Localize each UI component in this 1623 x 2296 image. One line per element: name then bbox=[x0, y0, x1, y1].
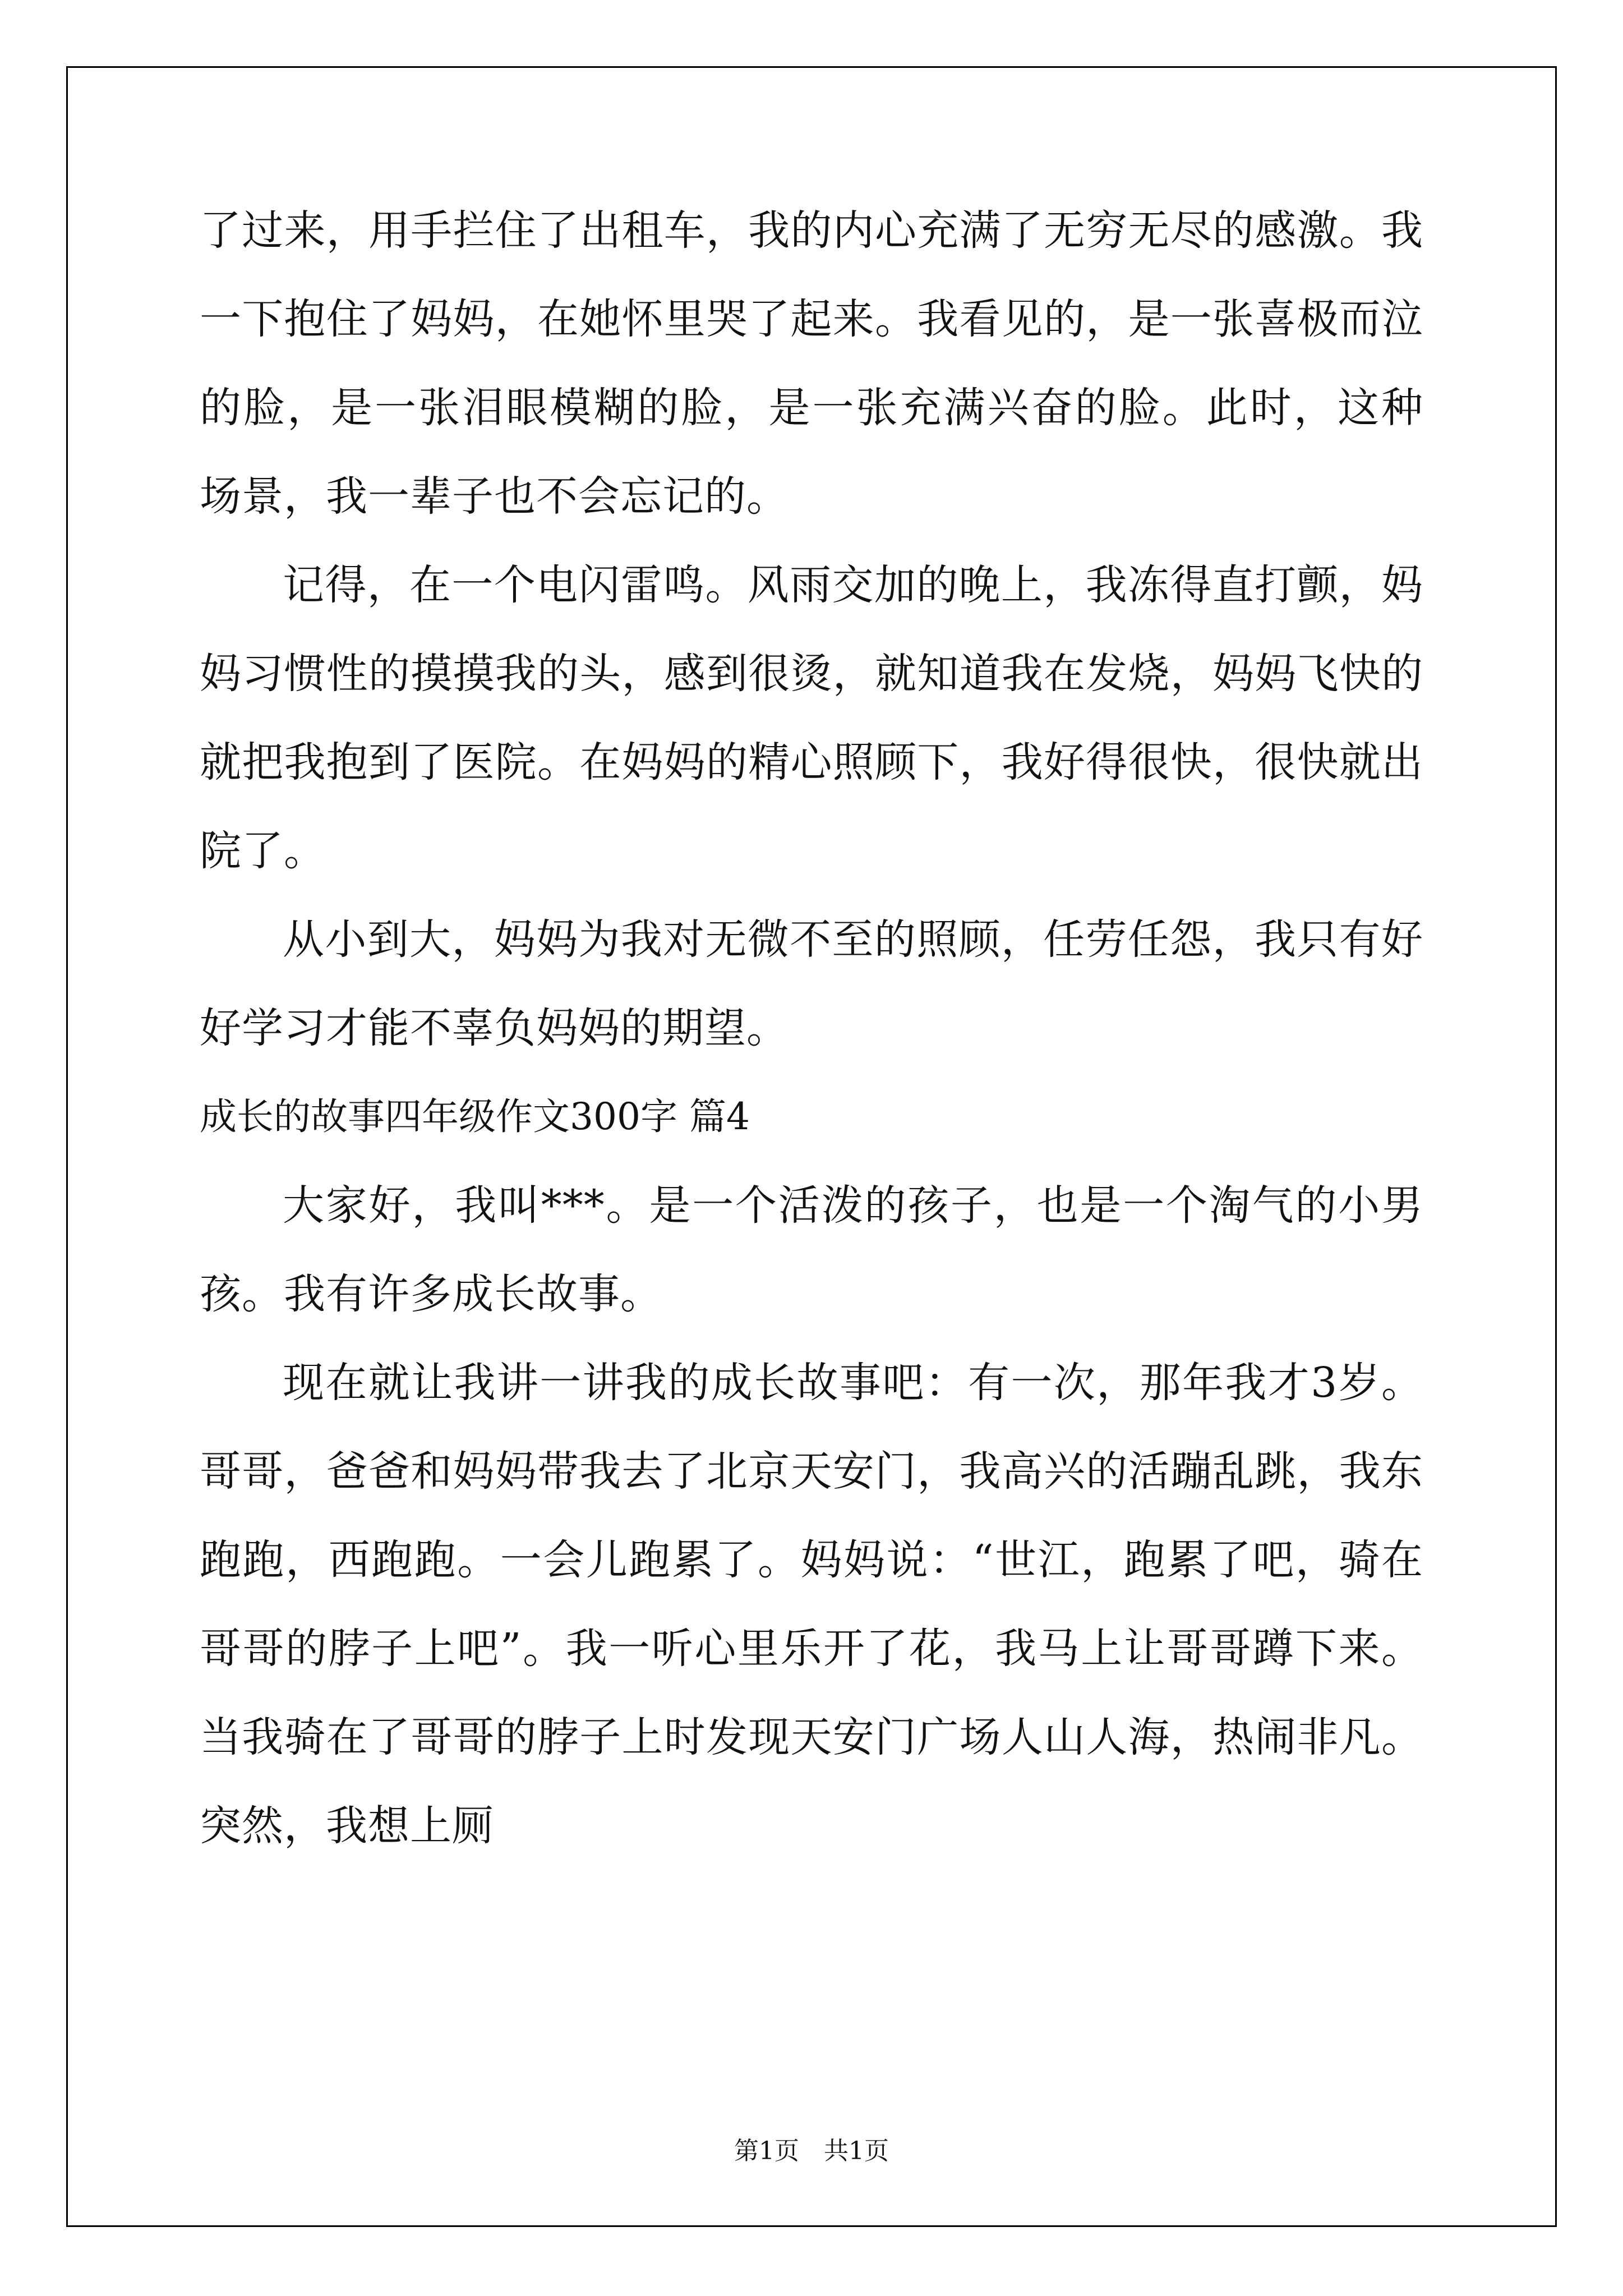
paragraph: 现在就让我讲一讲我的成长故事吧：有一次，那年我才3岁。哥哥，爸爸和妈妈带我去了北京天安门，我高兴的活蹦乱跳，我东跑跑，西跑跑。一会儿跑累了。妈妈说：“世江，跑累了吧，骑在哥哥的脖子上吧”。我一听心里乐开了花，我马上让哥哥蹲下来。当我骑在了哥哥的脖子上时发现天安门广场人山人海，热闹非凡。突然，我想上厕 bbox=[200, 1359, 1423, 1850]
paragraph-continuation: 了过来，用手拦住了出租车，我的内心充满了无穷无尽的感激。我一下抱住了妈妈，在她怀里哭了起来。我看见的，是一张喜极而泣的脸，是一张泪眼模糊的脸，是一张充满兴奋的脸。此时，这种 场景，我一辈子也不会忘记的。 bbox=[200, 206, 1423, 521]
paragraph: 大家好，我叫***。是一个活泼的孩子，也是一个淘气的小男孩。我有许多成长故事。 bbox=[200, 1181, 1423, 1318]
page-footer: 第1页 共1页 bbox=[734, 2137, 889, 2165]
paragraph: 从小到大，妈妈为我对无微不至的照顾，任劳任怨，我只有好好学习才能不辜负妈妈的期望。 bbox=[200, 915, 1423, 1052]
document-body bbox=[200, 186, 1423, 1870]
paragraph: 记得，在一个电闪雷鸣。风雨交加的晚上，我冻得直打颤，妈妈习惯性的摸摸我的头，感到很烫，就知道我在发烧，妈妈飞快的就把我抱到了医院。在妈妈的精心照顾下，我好得很快，很快就出院了。 bbox=[200, 561, 1423, 875]
section-heading: 成长的故事四年级作文300字 篇4 bbox=[200, 1095, 750, 1138]
